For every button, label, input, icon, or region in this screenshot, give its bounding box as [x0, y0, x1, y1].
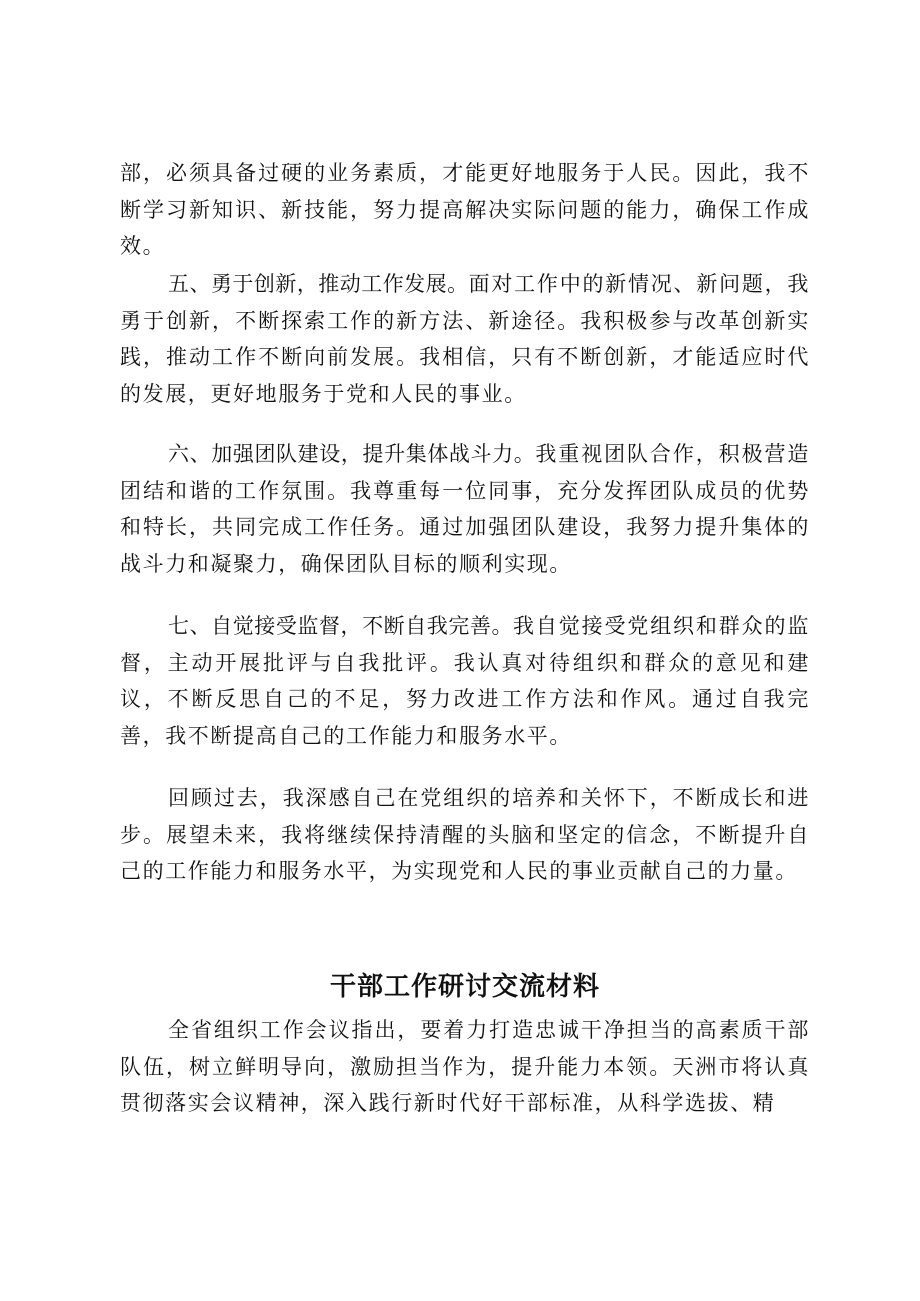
section-six-body: 我重视团队合作，积极营造团结和谐的工作氛围。我尊重每一位同事，充分发挥团队成员的优势和特长，共同完成工作任务。通过加强团队建设，我努力提升集体的战斗力和凝聚力，确保团队目标的顺利实现。 — [120, 442, 810, 576]
section-five-body: 面对工作中的新情况、新问题，我勇于创新，不断探索工作的新方法、新途径。我积极参与改革创新实践，推动工作不断向前发展。我相信，只有不断创新，才能适应时代的发展，更好地服务于党和人民的事业。 — [120, 272, 811, 406]
article-title: 干部工作研讨交流材料 — [329, 972, 600, 1002]
conclusion-paragraph: 回顾过去，我深感自己在党组织的培养和关怀下，不断成长和进步。展望未来，我将继续保持清醒的头脑和坚定的信念，不断提升自己的工作能力和服务水平，为实现党和人民的事业贡献自己的力量。 — [120, 786, 810, 883]
continuation-paragraph: 部，必须具备过硬的业务素质，才能更好地服务于人民。因此，我不断学习新知识、新技能，努力提高解决实际问题的能力，确保工作成效。 — [120, 161, 810, 258]
section-seven-heading: 七、自觉接受监督，不断自我完善。 — [168, 614, 514, 638]
section-five-heading: 五、勇于创新，推动工作发展。 — [168, 272, 469, 296]
section-six-paragraph — [120, 436, 810, 582]
section-seven-body: 我自觉接受党组织和群众的监督，主动开展批评与自我批评。我认真对待组织和群众的意见和建议，不断反思自己的不足，努力改进工作方法和作风。通过自我完善，我不断提高自己的工作能力和服务水平。 — [120, 614, 810, 748]
section-seven-paragraph — [120, 608, 810, 754]
section-five-paragraph — [120, 266, 810, 412]
section-six-heading: 六、加强团队建设，提升集体战斗力。 — [168, 442, 536, 466]
article-intro-paragraph: 全省组织工作会议指出，要着力打造忠诚干净担当的高素质干部队伍，树立鲜明导向，激励担当作为，提升能力本领。天洲市将认真贯彻落实会议精神，深入践行新时代好干部标准，从科学选拔、精 — [120, 1018, 810, 1115]
